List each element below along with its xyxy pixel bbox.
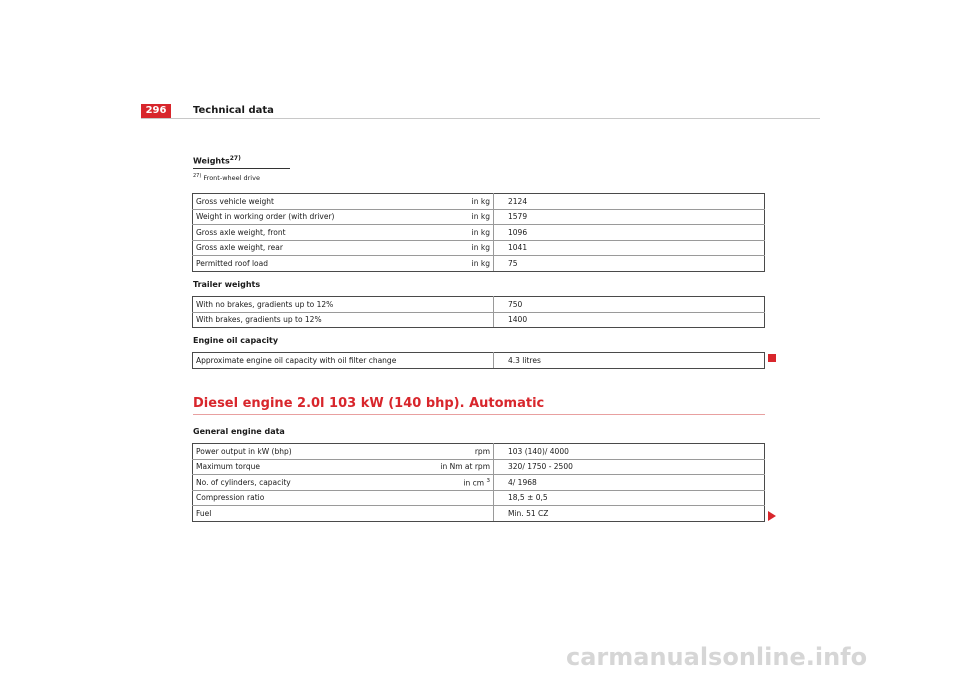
row-label: Weight in working order (with driver) <box>193 209 430 225</box>
section-end-marker <box>768 354 776 362</box>
footnote-rule <box>193 168 290 169</box>
weights-heading <box>193 155 241 166</box>
row-label: Approximate engine oil capacity with oil filter change <box>193 353 430 369</box>
table-row <box>193 240 765 256</box>
row-value: 75 <box>494 256 765 272</box>
table-row <box>193 353 765 369</box>
row-label: Compression ratio <box>193 490 430 506</box>
unit-text: in cm <box>463 478 485 487</box>
table-row <box>193 225 765 241</box>
table-row <box>193 312 765 328</box>
engine-data-heading: General engine data <box>193 427 285 436</box>
row-value: 2124 <box>494 194 765 210</box>
table-row <box>193 506 765 522</box>
row-value: 320/ 1750 - 2500 <box>494 459 765 475</box>
engine-data-table <box>192 443 765 522</box>
section-divider <box>193 414 765 415</box>
table-row <box>193 256 765 272</box>
row-value: 1400 <box>494 312 765 328</box>
row-unit: in kg <box>429 225 494 241</box>
row-unit: in kg <box>429 256 494 272</box>
row-value: 4.3 litres <box>494 353 765 369</box>
row-unit <box>429 312 494 328</box>
continue-arrow-icon <box>768 511 776 521</box>
weights-table <box>192 193 765 272</box>
row-label: No. of cylinders, capacity <box>193 475 430 491</box>
trailer-heading: Trailer weights <box>193 280 261 289</box>
trailer-table <box>192 296 765 328</box>
header-title: Technical data <box>193 105 274 116</box>
watermark: carmanualsonline.info <box>566 643 868 671</box>
row-unit <box>429 353 494 369</box>
section-title: Diesel engine 2.0l 103 kW (140 bhp). Automatic <box>193 396 545 411</box>
row-value: Min. 51 CZ <box>494 506 765 522</box>
oil-table <box>192 352 765 369</box>
table-row <box>193 209 765 225</box>
footnote-text: Front-wheel drive <box>203 174 260 183</box>
table-row <box>193 194 765 210</box>
footnote-marker: 27) <box>193 173 202 179</box>
row-value: 18,5 ± 0,5 <box>494 490 765 506</box>
row-label: With no brakes, gradients up to 12% <box>193 297 430 313</box>
row-unit <box>429 297 494 313</box>
row-value: 750 <box>494 297 765 313</box>
row-unit <box>429 475 494 491</box>
row-label: Gross vehicle weight <box>193 194 430 210</box>
row-unit: in kg <box>429 209 494 225</box>
row-unit: in kg <box>429 194 494 210</box>
table-row <box>193 297 765 313</box>
row-label: Gross axle weight, front <box>193 225 430 241</box>
row-unit <box>429 506 494 522</box>
row-label: With brakes, gradients up to 12% <box>193 312 430 328</box>
table-row <box>193 490 765 506</box>
table-row <box>193 444 765 460</box>
row-label: Gross axle weight, rear <box>193 240 430 256</box>
row-label: Permitted roof load <box>193 256 430 272</box>
unit-text: in Nm at rpm <box>440 462 490 472</box>
row-value: 1579 <box>494 209 765 225</box>
row-value: 1096 <box>494 225 765 241</box>
row-value: 103 (140)/ 4000 <box>494 444 765 460</box>
row-value: 1041 <box>494 240 765 256</box>
footnote <box>193 173 260 182</box>
page-number: 296 <box>141 104 171 118</box>
table-row <box>193 459 765 475</box>
row-label: Power output in kW (bhp) <box>193 444 430 460</box>
weights-heading-text: Weights <box>193 156 230 166</box>
footnote-ref: 27) <box>229 155 241 162</box>
row-unit: in kg <box>429 240 494 256</box>
row-label: Maximum torque <box>193 459 430 475</box>
unit-superscript: 3 <box>486 477 490 484</box>
row-unit <box>429 490 494 506</box>
row-value: 4/ 1968 <box>494 475 765 491</box>
oil-heading: Engine oil capacity <box>193 336 279 345</box>
row-unit <box>429 459 494 475</box>
unit-text: rpm <box>474 446 490 456</box>
row-label: Fuel <box>193 506 430 522</box>
row-unit <box>429 444 494 460</box>
table-row <box>193 475 765 491</box>
page-header <box>141 104 820 119</box>
